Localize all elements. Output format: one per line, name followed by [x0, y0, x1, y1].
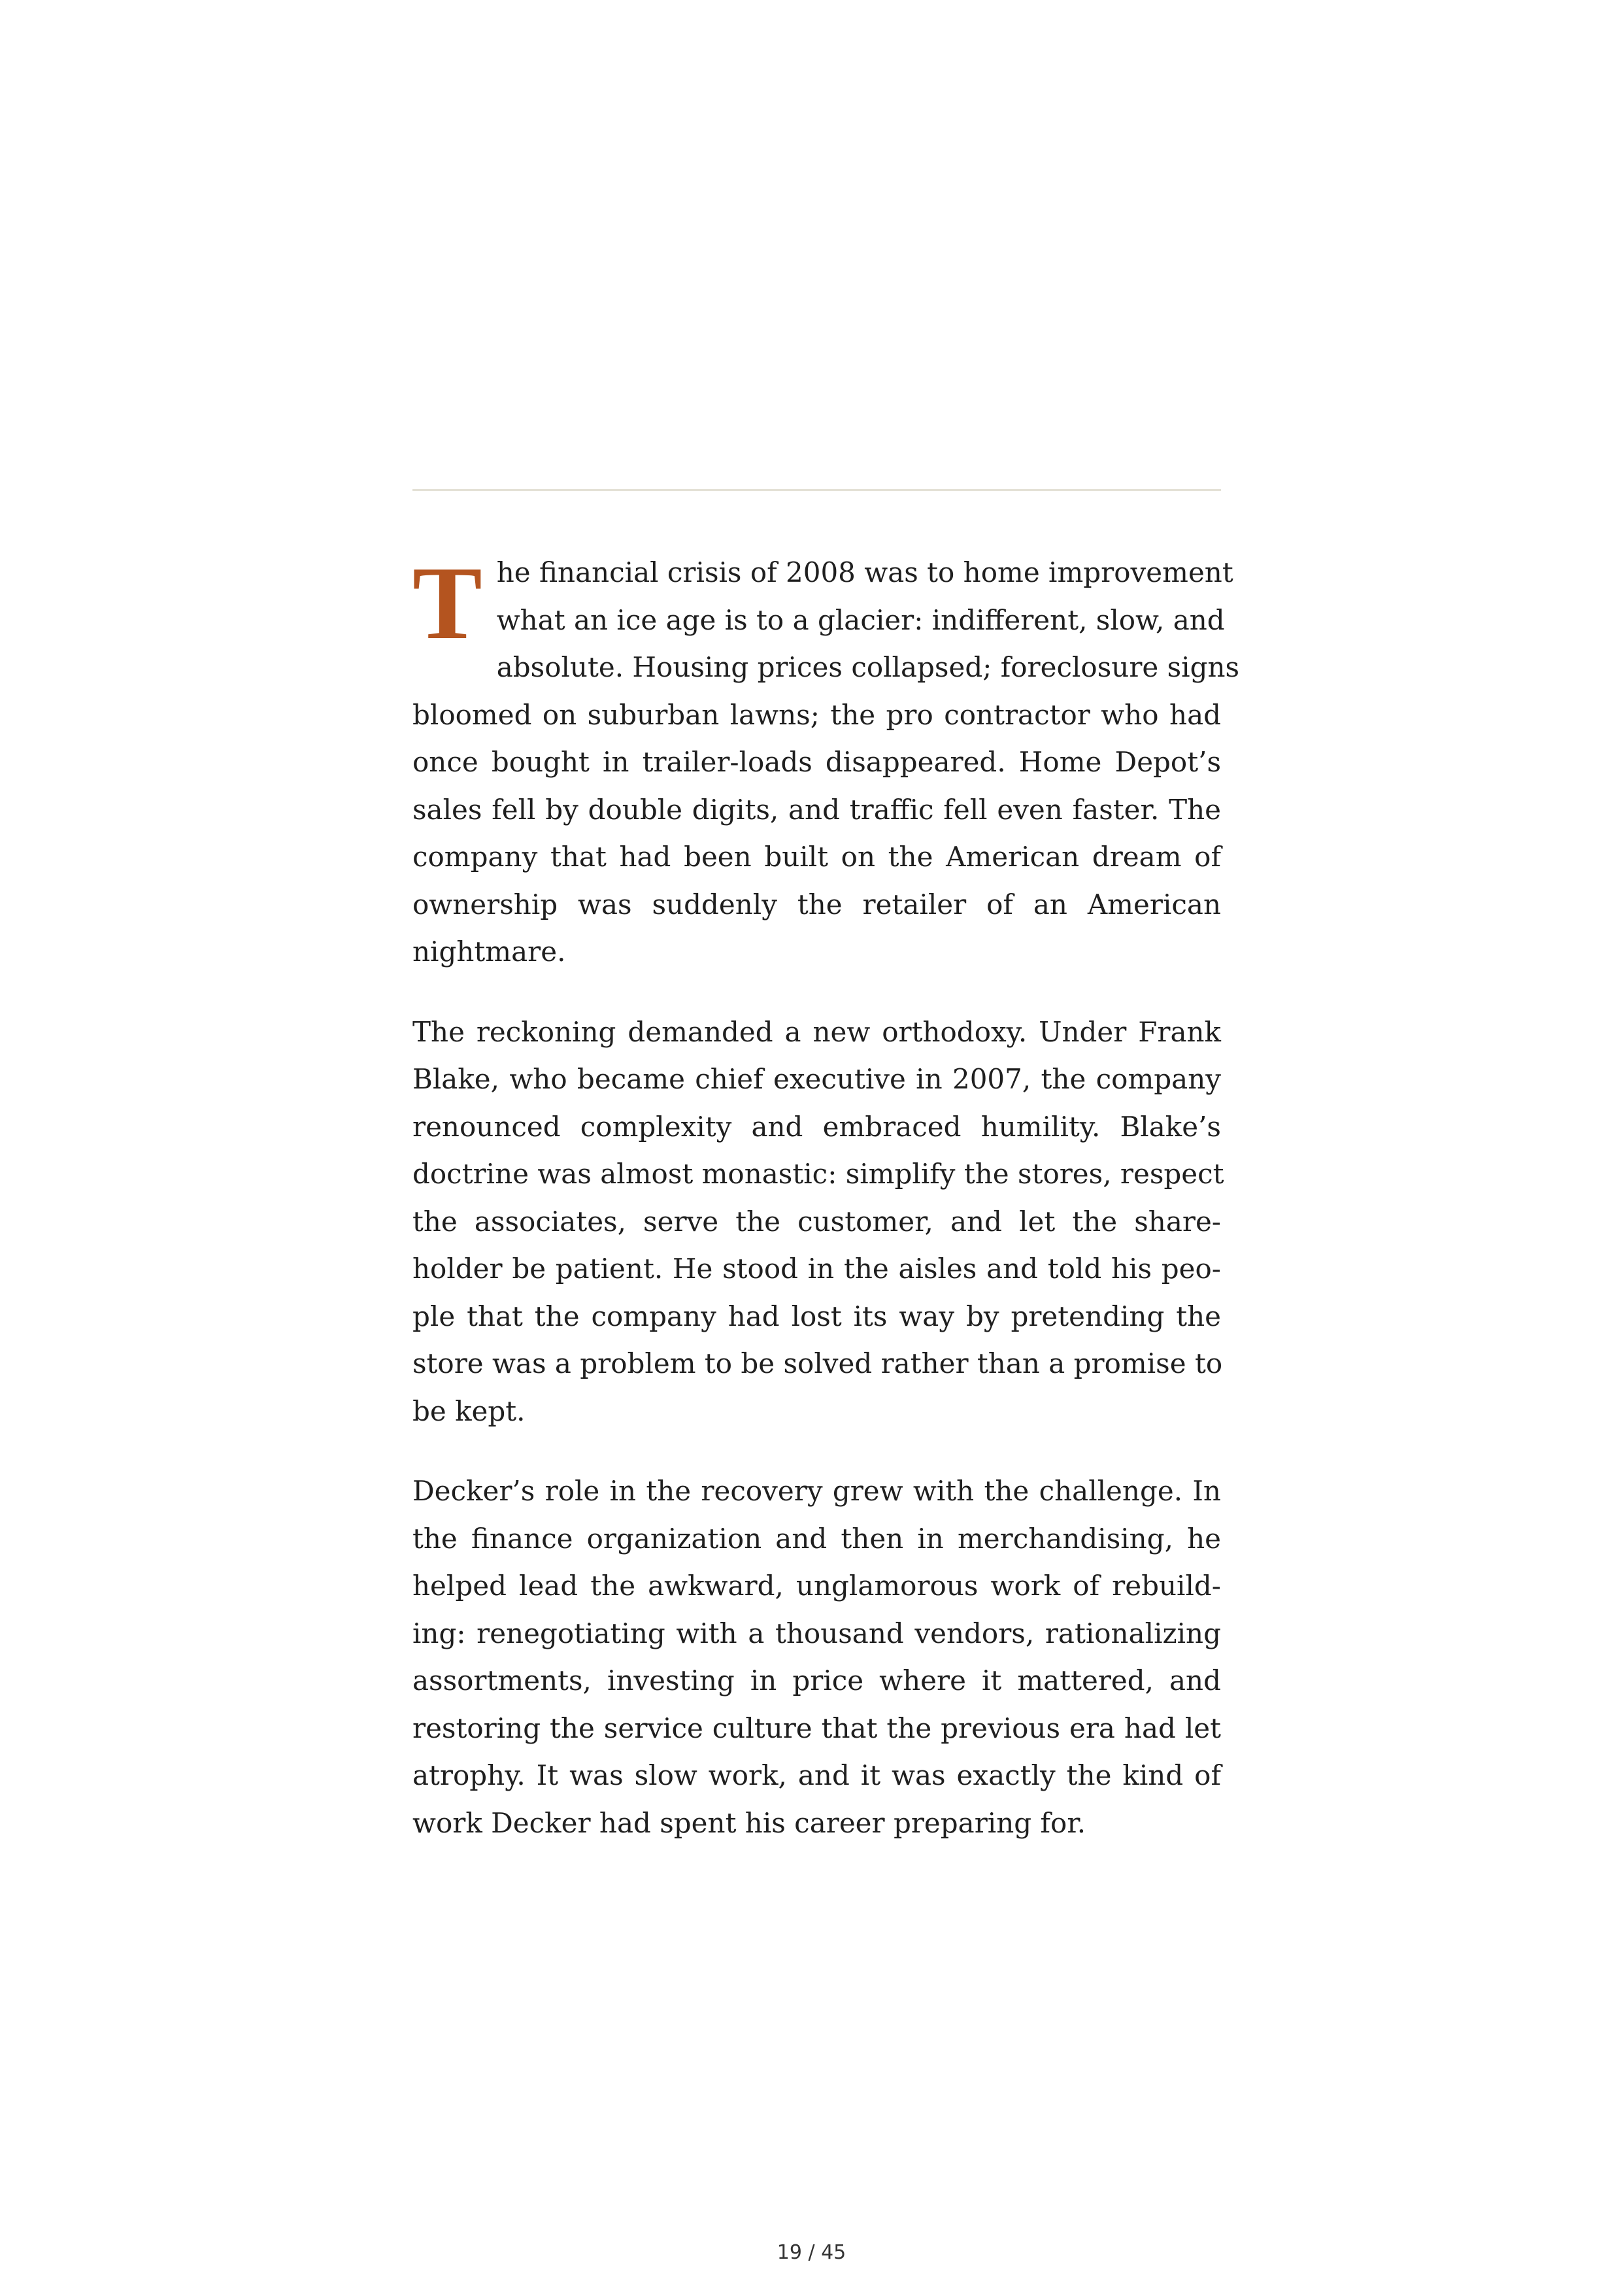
text-line: ing: renegotiating with a thousand vendors, rationalizing	[412, 1617, 1221, 1649]
text-line: doctrine was almost monastic: simplify the stores, respect	[412, 1158, 1224, 1190]
text-line: restoring the service culture that the previous era had let	[412, 1712, 1221, 1744]
text-line: bloomed on suburban lawns; the pro contractor who had	[412, 698, 1221, 731]
text-line: holder be patient. He stood in the aisles and told his peo-	[412, 1253, 1221, 1285]
text-line: once bought in trailer-loads disappeared. Home Depot’s	[412, 746, 1221, 778]
text-line: be kept.	[412, 1394, 526, 1427]
text-line: renounced complexity and embraced humility. Blake’s	[412, 1110, 1221, 1143]
text-line: Decker’s role in the recovery grew with the challenge. In	[412, 1475, 1221, 1507]
body-text	[412, 545, 1240, 1880]
text-line: absolute. Housing prices collapsed; foreclosure signs	[496, 651, 1240, 683]
text-line: assortments, investing in price where it mattered, and	[412, 1664, 1221, 1697]
text-line: work Decker had spent his career preparing for.	[412, 1806, 1086, 1839]
text-line: he financial crisis of 2008 was to home improvement	[496, 556, 1233, 588]
paragraph-1	[412, 545, 1240, 976]
text-line: what an ice age is to a glacier: indifferent, slow, and	[496, 603, 1225, 636]
drop-cap: T	[412, 545, 482, 661]
text-line: The reckoning demanded a new orthodoxy. Under Frank	[412, 1015, 1221, 1048]
text-line: nightmare.	[412, 936, 566, 968]
text-line: ownership was suddenly the retailer of an American	[412, 888, 1221, 920]
text-line: sales fell by double digits, and traffic fell even faster. The	[412, 793, 1221, 826]
page-number: 19 / 45	[777, 2241, 846, 2264]
top-divider	[412, 489, 1221, 491]
text-line: the finance organization and then in merchandising, he	[412, 1522, 1221, 1555]
text-line: the associates, serve the customer, and let the share-	[412, 1205, 1221, 1238]
text-line: Blake, who became chief executive in 2007, the company	[412, 1063, 1221, 1095]
paragraph-2	[412, 1009, 1224, 1436]
text-line: company that had been built on the American dream of	[412, 841, 1221, 873]
text-line: helped lead the awkward, unglamorous work of rebuild-	[412, 1570, 1221, 1602]
text-line: store was a problem to be solved rather than a promise to	[412, 1347, 1223, 1379]
text-line: ple that the company had lost its way by pretending the	[412, 1300, 1221, 1332]
text-line: atrophy. It was slow work, and it was exactly the kind of	[412, 1759, 1221, 1791]
paragraph-3	[412, 1468, 1221, 1847]
